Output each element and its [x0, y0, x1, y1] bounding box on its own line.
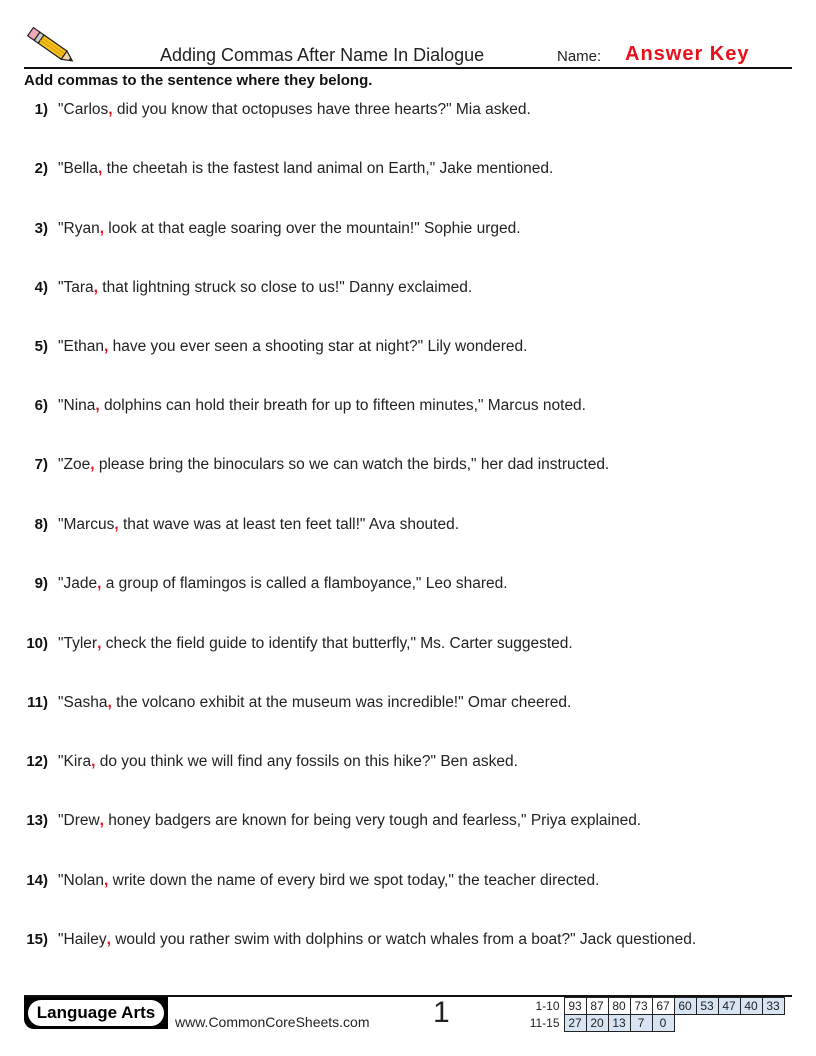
score-cell: 20 [586, 1015, 608, 1032]
answer-comma: , [104, 338, 109, 355]
sentence-rest: did you know that octopuses have three hearts?" Mia asked. [112, 101, 531, 118]
brand-label: Language Arts [28, 1000, 164, 1026]
question-item [0, 575, 816, 597]
addressee-name: "Nina [58, 397, 96, 414]
addressee-name: "Hailey [58, 931, 107, 948]
header-divider [24, 67, 792, 69]
question-sentence [58, 753, 518, 771]
score-row-label: 11-15 [529, 1016, 560, 1030]
answer-comma: , [97, 635, 102, 652]
answer-comma: , [106, 931, 111, 948]
addressee-name: "Marcus [58, 516, 115, 533]
sentence-rest: write down the name of every bird we spot today," the teacher directed. [108, 872, 600, 889]
score-cell: 60 [674, 998, 696, 1015]
question-number: 15) [26, 931, 48, 948]
addressee-name: "Kira [58, 753, 92, 770]
question-number: 8) [34, 516, 48, 533]
score-cell: 27 [564, 1015, 586, 1032]
answer-comma: , [108, 101, 113, 118]
sentence-rest: please bring the binoculars so we can watch the birds," her dad instructed. [94, 456, 610, 473]
question-sentence [58, 101, 531, 119]
sentence-rest: do you think we will find any fossils on this hike?" Ben asked. [95, 753, 518, 770]
answer-comma: , [95, 397, 100, 414]
question-item [0, 931, 816, 953]
instructions: Add commas to the sentence where they belong. [24, 72, 373, 89]
question-sentence [58, 516, 459, 534]
sentence-rest: dolphins can hold their breath for up to fifteen minutes," Marcus noted. [99, 397, 586, 414]
score-row [520, 1015, 784, 1032]
question-sentence [58, 160, 553, 178]
score-cell: 73 [630, 998, 652, 1015]
question-item [0, 753, 816, 775]
sentence-rest: have you ever seen a shooting star at night?" Lily wondered. [108, 338, 528, 355]
page-number: 1 [433, 996, 450, 1029]
pencil-icon [22, 24, 80, 68]
question-number: 6) [34, 397, 48, 414]
question-sentence [58, 456, 609, 474]
score-cell: 67 [652, 998, 674, 1015]
answer-comma: , [97, 160, 103, 177]
score-cell: 0 [652, 1015, 674, 1032]
sentence-rest: that lightning struck so close to us!" Danny exclaimed. [97, 279, 473, 296]
question-item [0, 101, 816, 123]
name-label: Name: [557, 48, 602, 65]
sentence-rest: honey badgers are known for being very tough and fearless," Priya explained. [103, 812, 642, 829]
score-row-label: 1-10 [535, 999, 560, 1013]
addressee-name: "Ethan [58, 338, 105, 355]
question-item [0, 397, 816, 419]
score-cell: 40 [740, 998, 762, 1015]
answer-comma: , [90, 456, 95, 473]
question-sentence [58, 635, 573, 653]
answer-comma: , [107, 694, 112, 711]
score-cell-empty [696, 1015, 718, 1032]
addressee-name: "Jade [58, 575, 98, 592]
question-sentence [58, 575, 508, 593]
score-cell-empty [762, 1015, 784, 1032]
question-number: 9) [34, 575, 48, 592]
question-item [0, 279, 816, 301]
question-number: 1) [34, 101, 48, 118]
question-sentence [58, 220, 521, 238]
score-cell-empty [674, 1015, 696, 1032]
answer-comma: , [91, 753, 96, 770]
question-number: 13) [26, 812, 48, 829]
sentence-rest: the cheetah is the fastest land animal on Earth," Jake mentioned. [102, 160, 554, 177]
score-cell-empty [718, 1015, 740, 1032]
sentence-rest: would you rather swim with dolphins or watch whales from a boat?" Jack questioned. [110, 931, 697, 948]
score-cell: 33 [762, 998, 784, 1015]
question-number: 12) [26, 753, 48, 770]
answer-comma: , [99, 220, 104, 237]
question-item [0, 456, 816, 478]
answer-comma: , [93, 279, 98, 296]
addressee-name: "Drew [58, 812, 100, 829]
brand-badge [24, 997, 168, 1029]
question-sentence [58, 872, 599, 890]
question-item [0, 338, 816, 360]
addressee-name: "Carlos [58, 101, 109, 118]
worksheet-title: Adding Commas After Name In Dialogue [160, 45, 485, 65]
sentence-rest: the volcano exhibit at the museum was incredible!" Omar cheered. [111, 694, 572, 711]
answer-comma: , [104, 872, 109, 889]
score-cell: 87 [586, 998, 608, 1015]
answer-comma: , [97, 575, 102, 592]
question-sentence [58, 694, 571, 712]
question-sentence [58, 397, 586, 415]
score-cell: 93 [564, 998, 586, 1015]
addressee-name: "Tyler [58, 635, 98, 652]
question-sentence [58, 279, 472, 297]
question-number: 5) [34, 338, 48, 355]
sentence-rest: a group of flamingos is called a flamboyance," Leo shared. [101, 575, 508, 592]
question-sentence [58, 338, 527, 356]
score-cell: 47 [718, 998, 740, 1015]
question-item [0, 635, 816, 657]
question-item [0, 516, 816, 538]
question-item [0, 812, 816, 834]
score-cell: 80 [608, 998, 630, 1015]
score-row [520, 998, 784, 1015]
score-cell: 7 [630, 1015, 652, 1032]
question-item [0, 872, 816, 894]
score-table [520, 997, 785, 1032]
answer-comma: , [114, 516, 119, 533]
addressee-name: "Zoe [58, 456, 91, 473]
answer-key-label: Answer Key [625, 43, 750, 65]
question-number: 3) [34, 220, 48, 237]
sentence-rest: look at that eagle soaring over the mountain!" Sophie urged. [104, 220, 521, 237]
question-item [0, 160, 816, 182]
score-cell: 13 [608, 1015, 630, 1032]
question-number: 7) [34, 456, 48, 473]
addressee-name: "Bella [58, 160, 98, 177]
sentence-rest: check the field guide to identify that butterfly," Ms. Carter suggested. [101, 635, 573, 652]
question-number: 2) [34, 160, 48, 177]
score-cell: 53 [696, 998, 718, 1015]
question-item [0, 220, 816, 242]
question-number: 10) [26, 635, 48, 652]
addressee-name: "Nolan [58, 872, 105, 889]
answer-comma: , [99, 812, 104, 829]
question-sentence [58, 812, 641, 830]
score-cell-empty [740, 1015, 762, 1032]
question-item [0, 694, 816, 716]
question-sentence [58, 931, 696, 949]
question-number: 11) [27, 694, 48, 711]
addressee-name: "Sasha [58, 694, 108, 711]
question-number: 4) [34, 279, 48, 296]
sentence-rest: that wave was at least ten feet tall!" Ava shouted. [118, 516, 460, 533]
website-link[interactable]: www.CommonCoreSheets.com [175, 1014, 370, 1030]
addressee-name: "Ryan [58, 220, 100, 237]
question-number: 14) [26, 872, 48, 889]
addressee-name: "Tara [58, 279, 94, 296]
